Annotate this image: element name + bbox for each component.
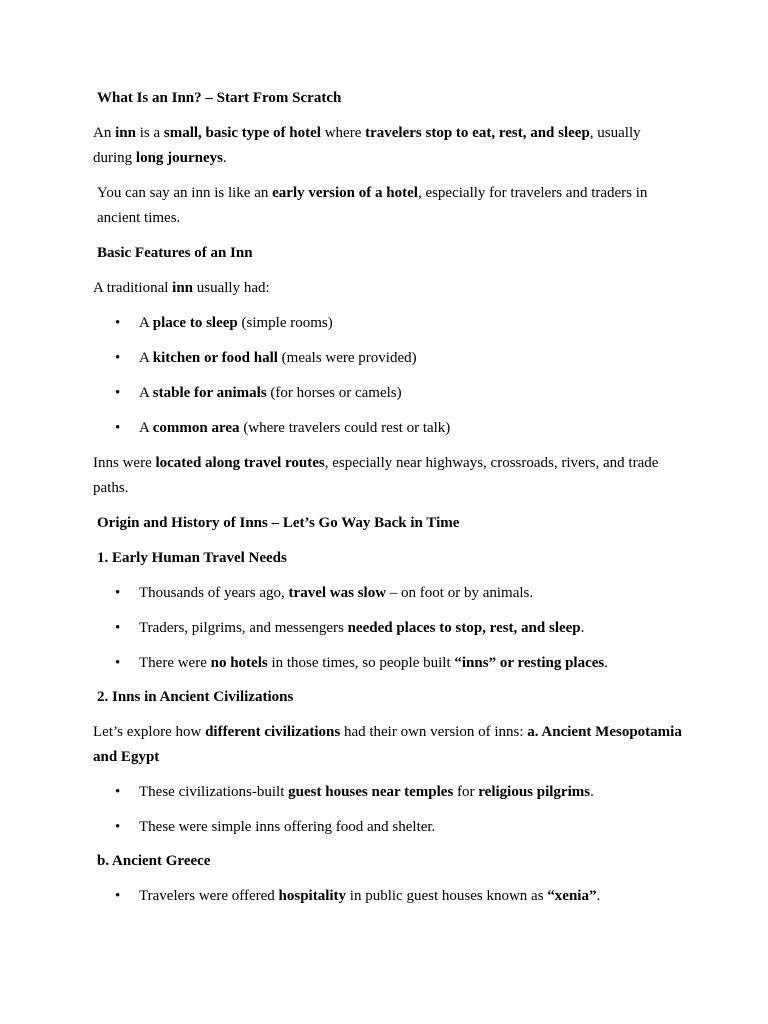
bullet-icon: •: [115, 350, 121, 366]
origin-heading: Origin and History of Inns – Let’s Go Way Back in Time: [97, 515, 460, 531]
list-item: [93, 815, 683, 840]
text-run: (for horses or camels): [266, 385, 402, 401]
bold-text-run: small, basic type of hotel: [163, 125, 321, 141]
bullet-icon: •: [115, 888, 121, 904]
list-item: [93, 651, 683, 676]
bold-text-run: different civilizations: [205, 724, 341, 740]
text-run: These civilizations-built: [139, 784, 289, 800]
list-item: [93, 581, 683, 606]
early-travel-list: [93, 581, 683, 676]
text-run: , usually during: [93, 125, 641, 166]
bullet-icon: •: [115, 819, 121, 835]
intro-paragraph: [93, 121, 683, 171]
bold-text-run: a. Ancient Mesopotamia and Egypt: [93, 724, 682, 765]
mesopotamia-list: [93, 780, 683, 840]
text-run: .: [590, 784, 594, 800]
bold-text-run: religious pilgrims: [478, 784, 591, 800]
list-item: [93, 346, 683, 371]
bold-text-run: needed places to stop, rest, and sleep: [347, 620, 581, 636]
bold-text-run: guest houses near temples: [288, 784, 454, 800]
list-item: [93, 416, 683, 441]
text-run: in public guest houses known as: [346, 888, 548, 904]
text-run: Inns were: [93, 455, 156, 471]
list-item: [93, 616, 683, 641]
bullet-icon: •: [115, 420, 121, 436]
features-intro-paragraph: [93, 276, 683, 301]
text-run: (simple rooms): [237, 315, 333, 331]
text-run: A traditional: [93, 280, 173, 296]
text-run: Travelers were offered: [139, 888, 279, 904]
location-paragraph: [93, 451, 683, 501]
text-run: .: [580, 620, 585, 636]
bold-text-run: “xenia”: [547, 888, 597, 904]
text-run: A: [139, 350, 153, 366]
text-run: Thousands of years ago,: [139, 585, 289, 601]
hotel-comparison-paragraph: [93, 181, 683, 231]
text-run: where: [320, 125, 366, 141]
text-run: for: [453, 784, 479, 800]
text-run: (where travelers could rest or talk): [239, 420, 451, 436]
bold-text-run: inn: [172, 280, 194, 296]
bold-text-run: inn: [115, 125, 136, 141]
features-list: [93, 311, 683, 441]
text-run: There were: [139, 655, 211, 671]
text-run: A: [139, 420, 153, 436]
text-run: .: [223, 150, 227, 166]
greece-list: [93, 884, 683, 909]
text-run: A: [139, 315, 153, 331]
text-run: (meals were provided): [277, 350, 417, 366]
bold-text-run: kitchen or food hall: [152, 350, 278, 366]
text-run: in those times, so people built: [267, 655, 455, 671]
text-run: – on foot or by animals.: [386, 585, 534, 601]
bold-text-run: long journeys: [135, 150, 224, 166]
text-run: Traders, pilgrims, and messengers: [139, 620, 348, 636]
text-run: A: [139, 385, 153, 401]
bold-text-run: no hotels: [210, 655, 268, 671]
bullet-icon: •: [115, 585, 121, 601]
text-run: An: [93, 125, 116, 141]
bullet-icon: •: [115, 655, 121, 671]
text-run: , especially for travelers and traders in ancient times.: [97, 185, 648, 226]
text-run: , especially near highways, crossroads, rivers, and trade paths.: [93, 455, 659, 496]
list-item: [93, 780, 683, 805]
bold-text-run: early version of a hotel: [272, 185, 418, 201]
bullet-icon: •: [115, 315, 121, 331]
title-heading: What Is an Inn? – Start From Scratch: [97, 90, 342, 106]
bullet-icon: •: [115, 784, 121, 800]
bullet-icon: •: [115, 385, 121, 401]
features-heading: Basic Features of an Inn: [97, 245, 253, 261]
list-item: [93, 884, 683, 909]
bold-text-run: stable for animals: [152, 385, 267, 401]
bullet-icon: •: [115, 620, 121, 636]
early-travel-heading: 1. Early Human Travel Needs: [97, 550, 287, 566]
civilizations-paragraph: [93, 720, 683, 770]
text-run: .: [604, 655, 609, 671]
list-item: [93, 381, 683, 406]
text-run: You can say an inn is like an: [97, 185, 273, 201]
text-run: Let’s explore how: [93, 724, 206, 740]
text-run: .: [596, 888, 601, 904]
greece-heading: b. Ancient Greece: [97, 853, 211, 869]
bold-text-run: located along travel routes: [155, 455, 325, 471]
text-run: had their own version of inns:: [340, 724, 528, 740]
bold-text-run: hospitality: [278, 888, 347, 904]
civilizations-heading: 2. Inns in Ancient Civilizations: [97, 689, 294, 705]
bold-text-run: travel was slow: [288, 585, 387, 601]
document-page: [93, 86, 683, 909]
text-run: is a: [135, 125, 164, 141]
text-run: usually had:: [193, 280, 270, 296]
bold-text-run: common area: [152, 420, 240, 436]
bold-text-run: place to sleep: [152, 315, 238, 331]
bold-text-run: travelers stop to eat, rest, and sleep: [365, 125, 590, 141]
text-run: These were simple inns offering food and shelter.: [139, 819, 436, 835]
list-item: [93, 311, 683, 336]
bold-text-run: “inns” or resting places: [454, 655, 605, 671]
